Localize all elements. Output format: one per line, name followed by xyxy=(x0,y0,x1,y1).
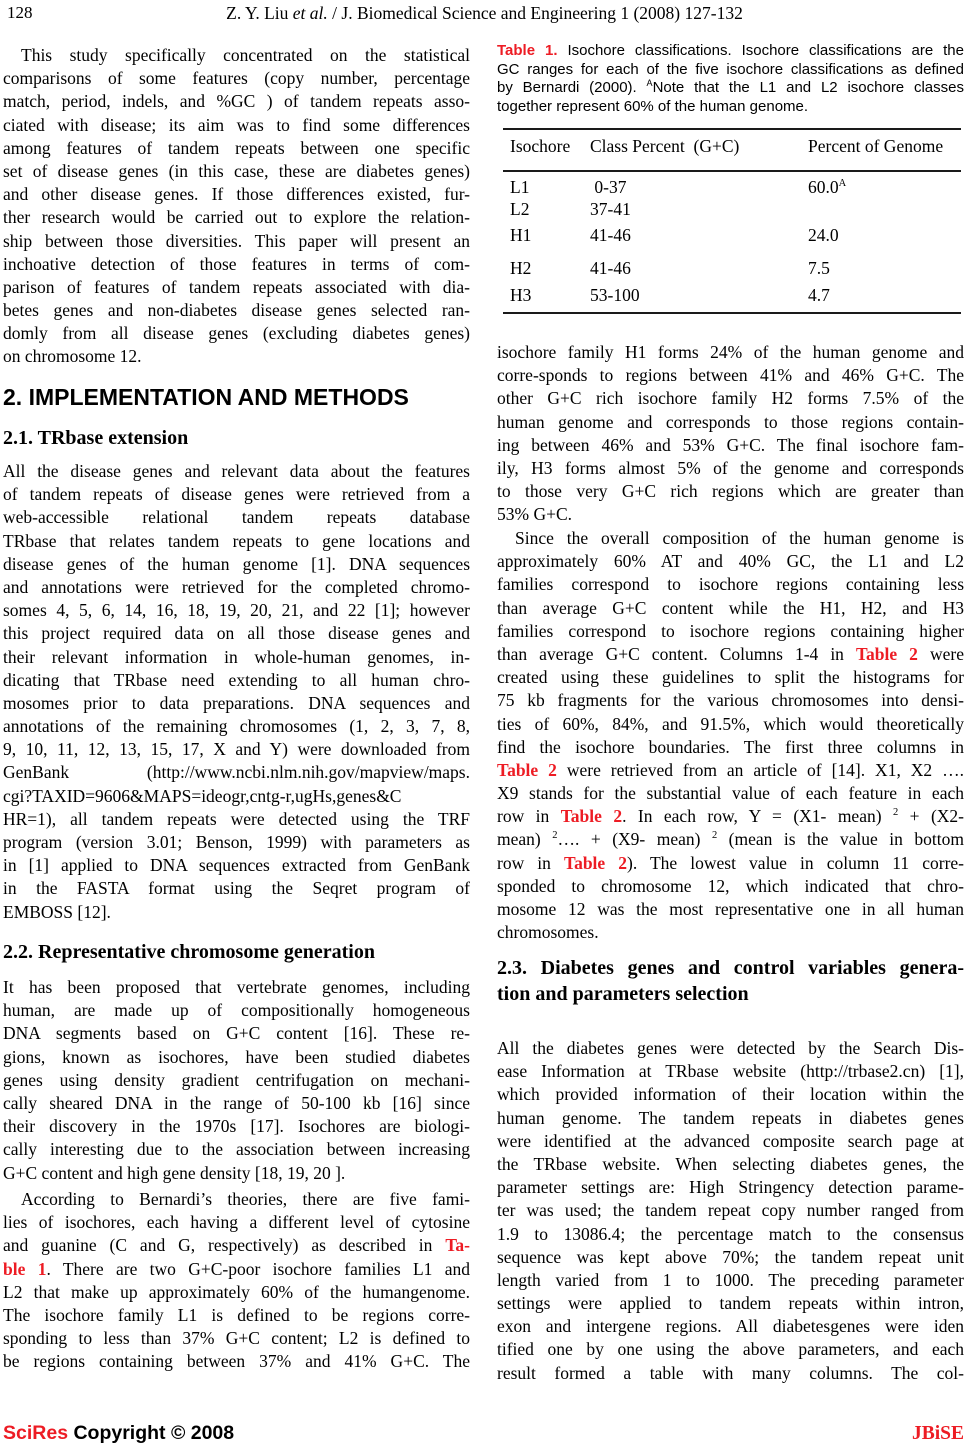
table-cell-class-percent: 41-46 xyxy=(590,225,631,245)
left-column xyxy=(3,0,470,1453)
text-line: mosomes prior to data preparations. DNA sequences and xyxy=(3,692,470,713)
text-line: Since the overall composition of the human genome is xyxy=(515,528,964,548)
text-line: ter was used; the tandem repeat copy number ranged from xyxy=(497,1200,964,1221)
text-line: together represent 60% of the human genome. xyxy=(497,98,809,116)
table-header-percent-genome: Percent of Genome xyxy=(808,136,944,156)
text-line: GenBank (http://www.ncbi.nlm.nih.gov/mapview/maps. xyxy=(3,762,470,783)
text-line: ease Information at TRbase website (http://trbase2.cn) [1], xyxy=(497,1061,964,1082)
table-cell-class-percent: 0-37 xyxy=(590,177,627,197)
table-cell-genome-percent: 24.0 xyxy=(808,225,839,245)
text-line: set of disease genes (in this case, these are diabetes genes) xyxy=(3,160,470,181)
text-line: X9 stands for the substantial value of each feature in each xyxy=(497,783,964,804)
text-line: HR=1), all tandem repeats were detected using the TRF xyxy=(3,808,470,829)
text-line: TRbase that relates tandem repeats to gene locations and xyxy=(3,530,470,551)
text-line: their discovery in the 1970s [17]. Isochores are biologi- xyxy=(3,1116,470,1137)
text-line: 53% G+C. xyxy=(497,504,573,525)
isochore-families-paragraph xyxy=(497,341,964,527)
text-line: 75 kb fragments for the various chromosomes into densi- xyxy=(497,690,964,711)
table-cell-genome-percent: 7.5 xyxy=(808,258,830,278)
text-line: among features of tandem repeats between one specific xyxy=(3,137,470,158)
diabetes-paragraph xyxy=(497,1037,964,1385)
text-line: than average G+C content. Columns 1-4 in Table 2 were xyxy=(497,643,964,664)
section-2-2-heading: 2.2. Representative chromosome generation xyxy=(3,941,375,963)
text-line: than average G+C content while the H1, H2, and H3 xyxy=(497,597,964,618)
text-line: somes 4, 5, 6, 14, 16, 18, 19, 20, 21, and 22 [1]; however xyxy=(3,600,470,621)
text-line: 9, 10, 11, 12, 13, 15, 17, X and Y) were downloaded from xyxy=(3,739,470,760)
bernardi-paragraph xyxy=(3,1188,470,1374)
text-line: chromosomes. xyxy=(497,922,599,943)
text-line: parison of features of tandem repeats associated with dia- xyxy=(3,276,470,297)
text-line: betes genes and non-diabetes disease genes selected ran- xyxy=(3,300,470,321)
text-line: in [1] applied to DNA sequences extracted from GenBank xyxy=(3,855,470,876)
text-line: The isochore family L1 is defined to be regions corre- xyxy=(3,1304,470,1325)
text-line: EMBOSS [12]. xyxy=(3,901,111,922)
text-line: in the FASTA format using the Seqret program of xyxy=(3,878,470,899)
text-line: and other disease genes. If those differences existed, fur- xyxy=(3,184,470,205)
text-line: find the isochore boundaries. The first three columns in xyxy=(497,736,964,757)
text-line: ship between those diversities. This paper will present an xyxy=(3,230,470,251)
page-number: 128 xyxy=(7,3,33,22)
text-line: on chromosome 12. xyxy=(3,346,142,367)
text-line: lies of isochores, each having a different level of cytosine xyxy=(3,1212,470,1233)
text-line: and annotations were retrieved for the completed chromo- xyxy=(3,576,470,597)
text-line: All the disease genes and relevant data about the features xyxy=(3,461,470,481)
text-line: Table 2 were retrieved from an article of [14]. X1, X2 …. xyxy=(497,759,964,780)
text-line: row in Table 2. In each row, Y = (X1- mean) $^2$ + (X2- xyxy=(497,806,964,827)
text-line: Table 1. Isochore classifications. Isochore classifications are the xyxy=(497,42,964,59)
table-cell-isochore: H1 xyxy=(510,225,532,245)
text-line: ing between 46% and 53% G+C. The final isochore fam- xyxy=(497,434,964,455)
footer-left xyxy=(3,1422,234,1445)
text-line: L2 that make up approximately 60% of the humangenome. xyxy=(3,1281,470,1302)
copyright-text: Copyright © 2008 xyxy=(73,1422,235,1444)
text-line: by Bernardi (2000). $^A$Note that the L1 and L2 isochore classes xyxy=(497,79,964,97)
text-line: G+C content and high gene density [18, 19, 20 ]. xyxy=(3,1162,346,1183)
text-line: GC ranges for each of the five isochore classifications as defined xyxy=(497,60,964,78)
text-line: human genome. The tandem repeats in diabetes genes xyxy=(497,1107,964,1128)
text-line: isochore family H1 forms 24% of the human genome and xyxy=(497,342,964,362)
text-line: human, are made up of compositionally homogeneous xyxy=(3,1000,470,1021)
text-line: mosome 12 was the most representative one in all human xyxy=(497,899,964,919)
text-line: to those very G+C rich regions which are greater than xyxy=(497,481,964,502)
text-line: parameter settings are: High Stringency detection parame- xyxy=(497,1177,964,1198)
text-line: ties of 60%, 84%, and 91.5%, which would theoretically xyxy=(497,713,964,734)
text-line: match, period, indels, and %GC ) of tandem repeats asso- xyxy=(3,91,470,112)
publisher-logo-text: SciRes xyxy=(3,1422,69,1444)
table-cell-isochore: L1 xyxy=(510,177,530,197)
text-line: It has been proposed that vertebrate genomes, including xyxy=(3,977,470,997)
table-cell-isochore: H2 xyxy=(510,258,532,278)
text-line: of tandem repeats of disease genes were retrieved from a xyxy=(3,484,470,505)
text-line: genes using density gradient centrifugation on mechani- xyxy=(3,1069,470,1090)
section-2-3-heading xyxy=(497,957,964,1009)
table-rule-header xyxy=(503,170,961,172)
text-line: dicating that TRbase need extending to all human chro- xyxy=(3,669,470,690)
text-line: DNA segments based on G+C content [16]. These re- xyxy=(3,1023,470,1044)
text-line: tion and parameters selection xyxy=(497,983,749,1005)
text-line: row in Table 2). The lowest value in column 11 corre- xyxy=(497,852,964,873)
text-line: were identified at the advanced composite search page at xyxy=(497,1130,964,1151)
text-line: 1.9 to 13086.4; the percentage match to the consensus xyxy=(497,1223,964,1244)
right-column xyxy=(497,0,964,1453)
text-line: tified one by one using the above parameters, and each xyxy=(497,1339,964,1360)
text-line: other G+C rich isochore family H2 forms 7.5% of the xyxy=(497,388,964,409)
text-line: human genome and corresponds to those regions contain- xyxy=(497,411,964,432)
text-line: this project required data on all those disease genes and xyxy=(3,623,470,644)
text-line: comparisons of some features (copy number, percentage xyxy=(3,68,470,89)
table-cell-isochore: L2 xyxy=(510,199,530,219)
text-line: cgi?TAXID=9606&MAPS=ideogr,cntg-r,ugHs,genes&C xyxy=(3,785,402,806)
text-line: be regions containing between 37% and 41% G+C. The xyxy=(3,1351,470,1372)
journal-logo-text: JBiSE xyxy=(911,1423,964,1444)
text-line: cally interesting due to the association between increasing xyxy=(3,1139,470,1160)
text-line: cally sheared DNA in the range of 50-100 kb [16] since xyxy=(3,1092,470,1113)
text-line: and guanine (C and G, respectively) as described in Ta- xyxy=(3,1235,470,1256)
text-line: domly from all disease genes (excluding diabetes genes) xyxy=(3,323,470,344)
text-line: created using these guidelines to split the histograms for xyxy=(497,667,964,688)
table-header-isochore: Isochore xyxy=(510,136,571,156)
text-line: settings were applied to tandem repeats within intron, xyxy=(497,1293,964,1314)
table1 xyxy=(497,128,964,314)
text-line: inchoative detection of those features in terms of com- xyxy=(3,253,470,274)
text-line: families correspond to isochore regions containing less xyxy=(497,574,964,595)
text-line: ily, H3 forms almost 5% of the genome and corresponds xyxy=(497,457,964,478)
text-line: corre-sponds to regions between 41% and 46% G+C. The xyxy=(497,365,964,386)
text-line: result formed a table with many columns. The col- xyxy=(497,1362,964,1383)
text-line: program (version 3.01; Benson, 1999) with parameters as xyxy=(3,832,470,852)
text-line: sequence was kept above 70%; the tandem repeat unit xyxy=(497,1246,964,1267)
table-rule-top xyxy=(503,128,961,130)
text-line: gions, known as isochores, have been studied diabetes xyxy=(3,1046,470,1067)
running-head: Z. Y. Liu et al. / J. Biomedical Science and Engineering 1 (2008) 127-132 xyxy=(226,3,743,23)
table-header-class-percent: Class Percent (G+C) xyxy=(590,136,740,156)
text-line: mean) $^2$…. + (X9- mean) $^2$ (mean is the value in bottom xyxy=(497,829,964,850)
table-cell-class-percent: 41-46 xyxy=(590,258,631,278)
section-2-heading: 2. IMPLEMENTATION AND METHODS xyxy=(3,384,409,410)
table-cell-genome-percent: 4.7 xyxy=(808,285,830,305)
text-line: disease genes of the human genome [1]. DNA sequences xyxy=(3,553,470,574)
table1-caption xyxy=(497,42,964,117)
text-line: approximately 60% AT and 40% GC, the L1 and L2 xyxy=(497,551,964,572)
text-line: ciated with disease; its aim was to find some differences xyxy=(3,114,470,135)
table-rule-bottom xyxy=(503,312,961,314)
table-cell-isochore: H3 xyxy=(510,285,532,305)
text-line: According to Bernardi’s theories, there are five fami- xyxy=(21,1189,470,1209)
table-cell-class-percent: 37-41 xyxy=(590,199,631,219)
text-line: their relevant information in whole-human genomes, in- xyxy=(3,646,470,667)
text-line: length varied from 1 to 1000. The preceding parameter xyxy=(497,1269,964,1290)
text-line: families correspond to isochore regions containing higher xyxy=(497,620,964,641)
intro-paragraph xyxy=(3,44,470,369)
isochore-paragraph xyxy=(3,976,470,1185)
text-line: sponded to chromosome 12, which indicated that chro- xyxy=(497,875,964,896)
text-line: This study specifically concentrated on the statistical xyxy=(21,45,470,65)
text-line: 2.3. Diabetes genes and control variables genera- xyxy=(497,957,964,979)
text-line: which provided information of their location within the xyxy=(497,1084,964,1105)
text-line: ble 1. There are two G+C-poor isochore families L1 and xyxy=(3,1258,470,1279)
text-line: sponding to less than 37% G+C content; L2 is defined to xyxy=(3,1328,470,1349)
text-line: All the diabetes genes were detected by the Search Dis- xyxy=(497,1038,964,1058)
table-cell-class-percent: 53-100 xyxy=(590,285,640,305)
text-line: web-accessible relational tandem repeats database xyxy=(3,507,470,528)
trbase-paragraph xyxy=(3,460,470,924)
table-cell-genome-percent: $60.0^A$ xyxy=(808,177,847,197)
composition-paragraph xyxy=(497,527,964,944)
text-line: ther research would be carried out to explore the relation- xyxy=(3,207,470,228)
section-2-1-heading: 2.1. TRbase extension xyxy=(3,427,189,449)
text-line: the TRbase website. When selecting diabetes genes, the xyxy=(497,1153,964,1174)
text-line: exon and intergene regions. All diabetesgenes were iden xyxy=(497,1316,964,1337)
text-line: annotations of the remaining chromosomes (1, 2, 3, 7, 8, xyxy=(3,716,470,737)
